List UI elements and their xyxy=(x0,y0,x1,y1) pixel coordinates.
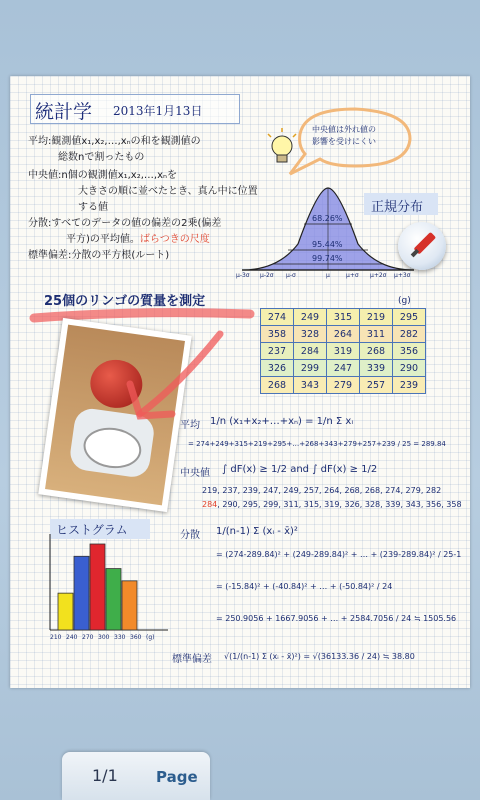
note-page xyxy=(10,76,470,688)
axis-mu: μ xyxy=(326,272,330,279)
histogram-bar xyxy=(122,581,137,630)
data-table xyxy=(260,308,426,394)
axis-p2: μ+2σ xyxy=(370,272,387,279)
axis-m2: μ-2σ xyxy=(260,272,274,279)
def-variance-2: 平方)の平均値。ばらつきの尺度 xyxy=(66,234,210,245)
def-median-2: 大きさの順に並べたとき、真ん中に位置 xyxy=(78,186,258,197)
histogram-bar xyxy=(106,569,121,630)
table-row: 237 284 319 268 356 xyxy=(261,343,426,360)
bubble-line-1: 中央値は外れ値の xyxy=(312,125,376,134)
hist-axis-4: 300 xyxy=(98,634,110,641)
axis-p1: μ+σ xyxy=(346,272,359,279)
table-row: 274 249 315 219 295 xyxy=(261,309,426,326)
pct-99: 99.74% xyxy=(312,254,343,263)
hist-axis-5: 330 xyxy=(114,634,126,641)
pct-68: 68.26% xyxy=(312,214,343,223)
axis-p3: μ+3σ xyxy=(394,272,411,279)
mean-label: 平均 xyxy=(180,420,200,431)
median-seq-1: 219, 237, 239, 247, 249, 257, 264, 268, 268, 274, 279, 282 xyxy=(202,486,442,495)
pct-95: 95.44% xyxy=(312,240,343,249)
median-label: 中央値 xyxy=(180,468,210,479)
note-date: 2013年1月13日 xyxy=(113,104,203,118)
median-formula: ∫ dF(x) ≥ 1/2 and ∫ dF(x) ≥ 1/2 xyxy=(222,464,378,475)
histogram-bar xyxy=(58,593,73,630)
variance-calc-1: = (274-289.84)² + (249-289.84)² + … + (239-289.84)² / 25-1 xyxy=(216,550,462,559)
table-row: 326 299 247 339 290 xyxy=(261,360,426,377)
variance-calc-3: = 250.9056 + 1667.9056 + … + 2584.7056 / 24 ≒ 1505.56 xyxy=(216,614,457,623)
hist-axis-3: 270 xyxy=(82,634,94,641)
mean-calc: = 274+249+315+219+295+…+268+343+279+257+239 / 25 = 289.84 xyxy=(188,440,446,448)
normal-curve xyxy=(238,184,418,282)
histogram-bar xyxy=(74,556,89,630)
def-median-3: する値 xyxy=(78,202,108,213)
table-row: 268 343 279 257 239 xyxy=(261,377,426,394)
bubble-line-2: 影響を受けにくい xyxy=(312,137,376,146)
hist-axis-2: 240 xyxy=(66,634,78,641)
variance-calc-2: = (-15.84)² + (-40.84)² + … + (-50.84)² / 24 xyxy=(216,582,393,591)
def-stdev: 標準偏差:分散の平方根(ルート) xyxy=(28,250,170,261)
bubble-graphic xyxy=(260,104,420,194)
mean-formula: 1/n (x₁+x₂+…+xₙ) = 1/n Σ xᵢ xyxy=(210,416,354,427)
page-number: 1/1 xyxy=(92,766,118,785)
normal-title: 正規分布 xyxy=(371,200,424,215)
axis-m1: μ-σ xyxy=(286,272,296,279)
histogram-bar xyxy=(90,544,105,630)
stdev-label: 標準偏差 xyxy=(172,654,212,665)
median-seq-2: 284, 290, 295, 299, 311, 315, 319, 326, 328, 339, 343, 356, 358 xyxy=(202,500,462,509)
def-mean: 平均:観測値x₁,x₂,…,xₙの和を観測値の xyxy=(28,136,201,147)
hist-axis-1: 210 xyxy=(50,634,62,641)
histogram-title: ヒストグラム xyxy=(56,523,128,537)
axis-m3: μ-3σ xyxy=(236,272,250,279)
def-variance: 分散:すべてのデータの値の偏差の2乗(偏差 xyxy=(28,218,222,229)
histogram-chart xyxy=(40,534,170,644)
stdev-formula: √(1/(n-1) Σ (xᵢ - x̄)²) = √(36133.36 / 24) ≒ 38.80 xyxy=(224,652,415,661)
variance-formula: 1/(n-1) Σ (xᵢ - x̄)² xyxy=(216,526,298,537)
median-value: 284 xyxy=(202,500,218,509)
hist-axis-unit: (g) xyxy=(146,634,155,641)
note-title: 統計学 xyxy=(35,101,93,123)
measure-heading: 25個のリンゴの質量を測定 xyxy=(44,294,206,309)
hist-axis-6: 360 xyxy=(130,634,142,641)
variance-label: 分散 xyxy=(180,530,200,541)
page-label[interactable]: Page xyxy=(156,768,198,786)
table-row: 358 328 264 311 282 xyxy=(261,326,426,343)
dispersion-note: ばらつきの尺度 xyxy=(139,234,210,245)
table-unit: (g) xyxy=(398,296,411,306)
pen-tool-button[interactable] xyxy=(398,222,446,270)
pen-icon xyxy=(398,222,446,270)
def-mean-2: 総数nで割ったもの xyxy=(58,152,145,163)
def-median: 中央値:n個の観測値x₁,x₂,…,xₙを xyxy=(28,170,177,181)
